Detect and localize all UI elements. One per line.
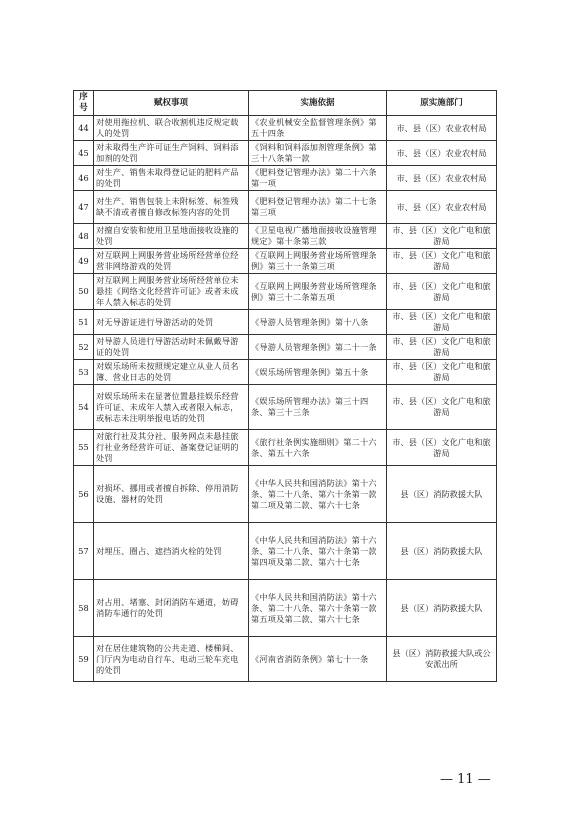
table-row <box>74 224 497 249</box>
page-number: — 11 — <box>440 772 491 787</box>
cell-basis: 《中华人民共和国消防法》第十六条、第二十八条、第六十条第一款第二项及第二款、第六十七条 <box>249 466 387 523</box>
cell-matter: 对在居住建筑物的公共走道、楼梯间、门厅内为电动自行车、电动三轮车充电的处罚 <box>94 637 249 682</box>
table-row <box>74 637 497 682</box>
cell-department: 市、县（区）文化广电和旅游局 <box>387 249 497 274</box>
cell-matter: 对旅行社及其分社、服务网点未悬挂旅行社业务经营许可证、备案登记证明的处罚 <box>94 430 249 466</box>
cell-index: 50 <box>74 274 94 310</box>
cell-index: 45 <box>74 141 94 166</box>
cell-matter: 对使用拖拉机、联合收割机违反规定载人的处罚 <box>94 116 249 141</box>
cell-matter: 对埋压、圈占、遮挡消火栓的处罚 <box>94 523 249 580</box>
cell-department: 县（区）消防救援大队或公安派出所 <box>387 637 497 682</box>
cell-basis: 《中华人民共和国消防法》第十六条、第二十八条、第六十条第一款第四项及第二款、第六十七条 <box>249 523 387 580</box>
cell-department: 县（区）消防救援大队 <box>387 466 497 523</box>
table-header-row <box>74 91 497 116</box>
cell-basis: 《农业机械安全监督管理条例》第五十四条 <box>249 116 387 141</box>
cell-index: 52 <box>74 335 94 360</box>
cell-index: 54 <box>74 385 94 430</box>
cell-department: 县（区）消防救援大队 <box>387 580 497 637</box>
cell-basis: 《旅行社条例实施细则》第二十六条、第五十六条 <box>249 430 387 466</box>
table-row <box>74 191 497 224</box>
cell-index: 51 <box>74 310 94 335</box>
cell-department: 市、县（区）文化广电和旅游局 <box>387 310 497 335</box>
cell-basis: 《互联网上网服务营业场所管理条例》第三十二条第五项 <box>249 274 387 310</box>
cell-basis: 《娱乐场所管理条例》第五十条 <box>249 360 387 385</box>
cell-matter: 对生产、销售包装上未附标签、标签残缺不清或者擅自修改标签内容的处罚 <box>94 191 249 224</box>
table-row <box>74 466 497 523</box>
cell-matter: 对导游人员进行导游活动时未佩戴导游证的处罚 <box>94 335 249 360</box>
cell-basis: 《河南省消防条例》第七十一条 <box>249 637 387 682</box>
table-row <box>74 166 497 191</box>
header-index: 序号 <box>74 91 94 116</box>
cell-matter: 对未取得生产许可证生产饲料、饲料添加剂的处罚 <box>94 141 249 166</box>
cell-basis: 《导游人员管理条例》第二十一条 <box>249 335 387 360</box>
cell-basis: 《肥料登记管理办法》第二十七条第三项 <box>249 191 387 224</box>
cell-index: 47 <box>74 191 94 224</box>
table-row <box>74 141 497 166</box>
table-row <box>74 360 497 385</box>
cell-matter: 对娱乐场所未按照规定建立从业人员名簿、营业日志的处罚 <box>94 360 249 385</box>
table-row <box>74 310 497 335</box>
table-row <box>74 116 497 141</box>
cell-department: 市、县（区）文化广电和旅游局 <box>387 430 497 466</box>
cell-index: 57 <box>74 523 94 580</box>
cell-index: 59 <box>74 637 94 682</box>
cell-index: 55 <box>74 430 94 466</box>
cell-department: 市、县（区）文化广电和旅游局 <box>387 385 497 430</box>
table-row <box>74 430 497 466</box>
header-basis: 实施依据 <box>249 91 387 116</box>
cell-index: 44 <box>74 116 94 141</box>
cell-matter: 对娱乐场所未在显著位置悬挂娱乐经营许可证、未成年人禁入或者限入标志，或标志未注明举报电话的处罚 <box>94 385 249 430</box>
authority-table <box>73 90 497 682</box>
cell-index: 49 <box>74 249 94 274</box>
cell-basis: 《肥料登记管理办法》第二十六条第一项 <box>249 166 387 191</box>
cell-department: 市、县（区）农业农村局 <box>387 116 497 141</box>
cell-department: 市、县（区）文化广电和旅游局 <box>387 274 497 310</box>
cell-department: 市、县（区）文化广电和旅游局 <box>387 224 497 249</box>
cell-department: 市、县（区）文化广电和旅游局 <box>387 360 497 385</box>
header-department: 原实施部门 <box>387 91 497 116</box>
table-row <box>74 385 497 430</box>
cell-basis: 《互联网上网服务营业场所管理条例》第三十一条第三项 <box>249 249 387 274</box>
cell-matter: 对互联网上网服务营业场所经营单位经营非网络游戏的处罚 <box>94 249 249 274</box>
cell-basis: 《卫星电视广播地面接收设施管理规定》第十条第三款 <box>249 224 387 249</box>
table-row <box>74 335 497 360</box>
cell-matter: 对无导游证进行导游活动的处罚 <box>94 310 249 335</box>
cell-index: 58 <box>74 580 94 637</box>
cell-department: 市、县（区）农业农村局 <box>387 141 497 166</box>
cell-basis: 《娱乐场所管理办法》第三十四条、第三十三条 <box>249 385 387 430</box>
table-row <box>74 249 497 274</box>
cell-index: 46 <box>74 166 94 191</box>
table-row <box>74 523 497 580</box>
cell-department: 市、县（区）文化广电和旅游局 <box>387 335 497 360</box>
table-body <box>74 116 497 682</box>
cell-matter: 对损坏、挪用或者擅自拆除、停用消防设施、器材的处罚 <box>94 466 249 523</box>
cell-matter: 对占用、堵塞、封闭消防车通道，妨碍消防车通行的处罚 <box>94 580 249 637</box>
cell-department: 市、县（区）农业农村局 <box>387 166 497 191</box>
cell-matter: 对互联网上网服务营业场所经营单位未悬挂《网络文化经营许可证》或者未成年人禁入标志的处罚 <box>94 274 249 310</box>
cell-index: 53 <box>74 360 94 385</box>
cell-basis: 《饲料和饲料添加剂管理条例》第三十八条第一款 <box>249 141 387 166</box>
table-row <box>74 580 497 637</box>
cell-matter: 对擅自安装和使用卫星地面接收设施的处罚 <box>94 224 249 249</box>
header-matter: 赋权事项 <box>94 91 249 116</box>
cell-matter: 对生产、销售未取得登记证的肥料产品的处罚 <box>94 166 249 191</box>
cell-basis: 《导游人员管理条例》第十八条 <box>249 310 387 335</box>
cell-department: 市、县（区）农业农村局 <box>387 191 497 224</box>
cell-index: 56 <box>74 466 94 523</box>
table-row <box>74 274 497 310</box>
cell-basis: 《中华人民共和国消防法》第十六条、第二十八条、第六十条第一款第五项及第二款、第六十七条 <box>249 580 387 637</box>
cell-department: 县（区）消防救援大队 <box>387 523 497 580</box>
cell-index: 48 <box>74 224 94 249</box>
